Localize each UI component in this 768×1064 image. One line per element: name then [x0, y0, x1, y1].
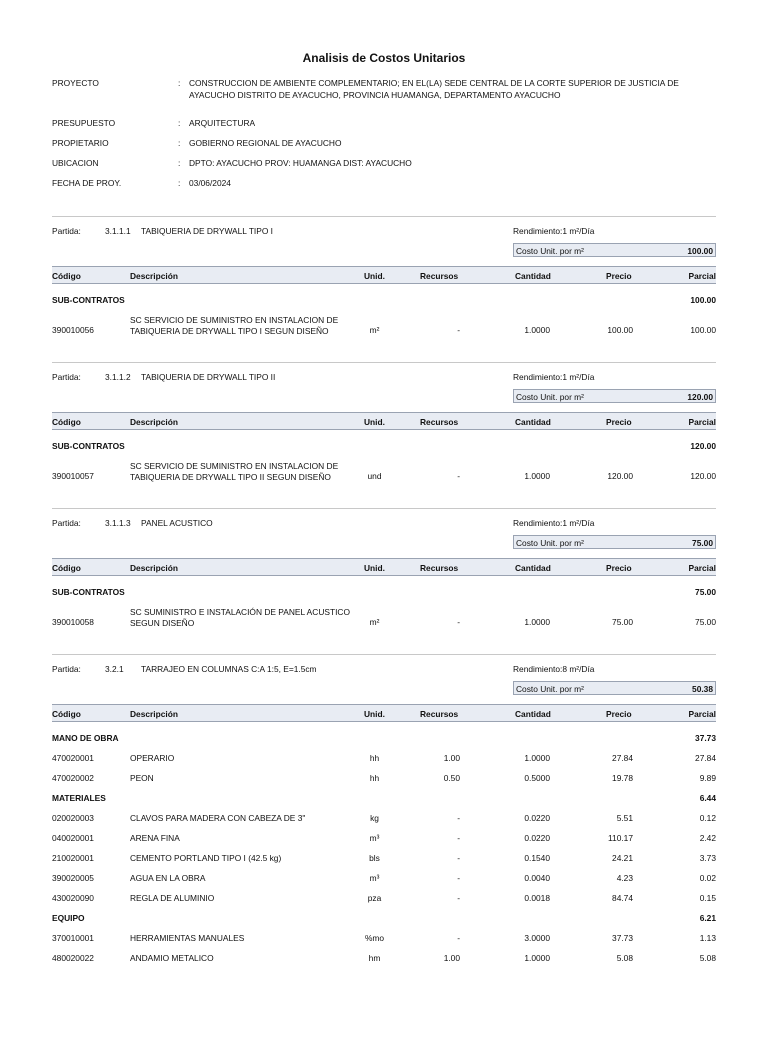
unit-cost-value: 75.00	[692, 538, 713, 548]
unit-cost-value: 120.00	[687, 392, 713, 402]
partida-code: 3.1.1.3	[105, 518, 131, 528]
cell-parcial: 100.00	[690, 325, 716, 335]
cell-parcial: 5.08	[699, 953, 716, 963]
cell-descripcion: SC SERVICIO DE SUMINISTRO EN INSTALACION DE TABIQUERIA DE DRYWALL TIPO I SEGUN DISEÑO	[130, 315, 339, 336]
unit-cost-value: 100.00	[687, 246, 713, 256]
cell-cantidad: 3.0000	[524, 933, 550, 943]
col-recursos: Recursos	[420, 271, 459, 281]
cell-descripcion: ANDAMIO METALICO	[130, 953, 214, 963]
partida-block	[52, 664, 716, 1064]
group-row	[52, 441, 716, 461]
partida-code: 3.1.1.1	[105, 226, 131, 236]
cell-unid: kg	[370, 813, 379, 823]
col-descripcion: Descripción	[130, 709, 178, 719]
partida-name: TABIQUERIA DE DRYWALL TIPO I	[141, 226, 274, 236]
partida-divider	[52, 362, 716, 363]
cell-unid: m³	[369, 833, 380, 843]
cell-recursos: -	[457, 325, 460, 335]
cell-codigo: 210020001	[52, 853, 94, 863]
table-row	[52, 893, 716, 913]
cell-precio: 120.00	[607, 471, 633, 481]
cell-parcial: 0.12	[699, 813, 716, 823]
cell-codigo: 390010056	[52, 325, 94, 335]
unit-cost-box	[513, 389, 716, 403]
rendimiento: Rendimiento:8 m²/Día	[513, 664, 595, 674]
col-parcial: Parcial	[688, 709, 716, 719]
cell-unid: hh	[369, 753, 380, 763]
cell-unid: %mo	[364, 933, 385, 943]
cell-descripcion: SC SERVICIO DE SUMINISTRO EN INSTALACION DE TABIQUERIA DE DRYWALL TIPO II SEGUN DISEÑO	[130, 461, 339, 482]
propietario-label: PROPIETARIO	[52, 138, 109, 148]
partida-code: 3.1.1.2	[105, 372, 131, 382]
col-parcial: Parcial	[688, 563, 716, 573]
cell-codigo: 470020002	[52, 773, 94, 783]
fecha-value: 03/06/2024	[189, 178, 231, 188]
cell-recursos: -	[457, 833, 460, 843]
colon: :	[178, 138, 181, 148]
table-header	[52, 266, 716, 284]
cell-unid: hm	[368, 953, 381, 963]
group-name: EQUIPO	[52, 913, 85, 923]
cell-parcial: 27.84	[695, 753, 716, 763]
group-name: MATERIALES	[52, 793, 106, 803]
group-row	[52, 913, 716, 933]
cell-codigo: 390010057	[52, 471, 94, 481]
cell-descripcion: REGLA DE ALUMINIO	[130, 893, 215, 903]
cell-precio: 19.78	[612, 773, 633, 783]
cell-precio: 24.21	[612, 853, 633, 863]
unit-cost-value: 50.38	[692, 684, 713, 694]
cell-descripcion: AGUA EN LA OBRA	[130, 873, 206, 883]
rendimiento: Rendimiento:1 m²/Día	[513, 226, 595, 236]
cell-codigo: 370010001	[52, 933, 94, 943]
col-codigo: Código	[52, 417, 81, 427]
cell-cantidad: 0.1540	[524, 853, 550, 863]
unit-cost-label: Costo Unit. por m²	[516, 684, 584, 694]
col-unid: Unid.	[364, 271, 385, 281]
cell-codigo: 390010058	[52, 617, 94, 627]
col-descripcion: Descripción	[130, 417, 178, 427]
unit-cost-label: Costo Unit. por m²	[516, 538, 584, 548]
group-row	[52, 587, 716, 607]
col-cantidad: Cantidad	[515, 709, 551, 719]
table-row	[52, 953, 716, 973]
cell-codigo: 430020090	[52, 893, 94, 903]
col-codigo: Código	[52, 563, 81, 573]
cell-cantidad: 0.5000	[524, 773, 550, 783]
cell-codigo: 470020001	[52, 753, 94, 763]
proyecto-label: PROYECTO	[52, 78, 99, 88]
partida-divider	[52, 216, 716, 217]
ubicacion-label: UBICACION	[52, 158, 99, 168]
group-name: SUB-CONTRATOS	[52, 587, 125, 597]
cell-parcial: 0.02	[699, 873, 716, 883]
cell-precio: 5.08	[616, 953, 633, 963]
group-row	[52, 733, 716, 753]
cell-recursos: -	[457, 893, 460, 903]
presupuesto-label: PRESUPUESTO	[52, 118, 116, 128]
col-cantidad: Cantidad	[515, 417, 551, 427]
cell-cantidad: 0.0040	[524, 873, 550, 883]
col-codigo: Código	[52, 271, 81, 281]
cell-cantidad: 1.0000	[524, 325, 550, 335]
partida-divider	[52, 654, 716, 655]
proyecto-value: CONSTRUCCION DE AMBIENTE COMPLEMENTARIO; EN EL(LA) SEDE CENTRAL DE LA CORTE SUPERIOR DE JUSTICIA DE AYACUCHO DISTRITO DE AYACUCHO, PROVINCIA HUAMANGA, DEPARTAMENTO AYACUCHO	[189, 78, 679, 100]
rendimiento: Rendimiento:1 m²/Día	[513, 518, 595, 528]
cell-parcial: 0.15	[699, 893, 716, 903]
cell-parcial: 9.89	[699, 773, 716, 783]
partida-code: 3.2.1	[105, 664, 124, 674]
cell-descripcion: SC SUMINISTRO E INSTALACIÓN DE PANEL ACUSTICO SEGUN DISEÑO	[130, 607, 350, 628]
table-row	[52, 773, 716, 793]
col-descripcion: Descripción	[130, 563, 178, 573]
col-precio: Precio	[606, 271, 632, 281]
cell-precio: 110.17	[608, 833, 633, 843]
cell-recursos: 1.00	[443, 753, 460, 763]
cell-cantidad: 0.0220	[524, 813, 550, 823]
cell-parcial: 75.00	[695, 617, 716, 627]
unit-cost-box	[513, 243, 716, 257]
col-parcial: Parcial	[688, 417, 716, 427]
partida-name: TABIQUERIA DE DRYWALL TIPO II	[141, 372, 276, 382]
cell-recursos: 0.50	[443, 773, 460, 783]
propietario-value: GOBIERNO REGIONAL DE AYACUCHO	[189, 138, 342, 148]
cell-parcial: 1.13	[699, 933, 716, 943]
cell-recursos: -	[457, 471, 460, 481]
presupuesto-value: ARQUITECTURA	[189, 118, 256, 128]
cell-descripcion: ARENA FINA	[130, 833, 180, 843]
table-row	[52, 933, 716, 953]
table-row	[52, 853, 716, 873]
cell-cantidad: 1.0000	[524, 617, 550, 627]
partida-label: Partida:	[52, 372, 81, 382]
cell-precio: 27.84	[612, 753, 633, 763]
table-row	[52, 753, 716, 773]
group-total: 6.44	[699, 793, 716, 803]
cell-recursos: 1.00	[443, 953, 460, 963]
group-name: SUB-CONTRATOS	[52, 441, 125, 451]
table-row	[52, 315, 716, 335]
cell-codigo: 040020001	[52, 833, 94, 843]
cell-cantidad: 1.0000	[524, 471, 550, 481]
cell-descripcion: OPERARIO	[130, 753, 175, 763]
table-row	[52, 873, 716, 893]
group-total: 100.00	[690, 295, 716, 305]
cell-recursos: -	[457, 853, 460, 863]
cell-precio: 100.00	[607, 325, 633, 335]
col-cantidad: Cantidad	[515, 563, 551, 573]
cell-unid: bls	[369, 853, 380, 863]
cell-parcial: 120.00	[690, 471, 716, 481]
ubicacion-value: DPTO: AYACUCHO PROV: HUAMANGA DIST: AYACUCHO	[189, 158, 412, 168]
cell-cantidad: 0.0018	[524, 893, 550, 903]
col-descripcion: Descripción	[130, 271, 178, 281]
col-precio: Precio	[606, 709, 632, 719]
table-row	[52, 813, 716, 833]
fecha-label: FECHA DE PROY.	[52, 178, 122, 188]
group-name: SUB-CONTRATOS	[52, 295, 125, 305]
colon: :	[178, 118, 181, 128]
unit-cost-box	[513, 535, 716, 549]
colon: :	[178, 78, 181, 88]
col-recursos: Recursos	[420, 417, 459, 427]
cell-descripcion: PEON	[130, 773, 154, 783]
col-codigo: Código	[52, 709, 81, 719]
table-row	[52, 461, 716, 481]
col-recursos: Recursos	[420, 563, 459, 573]
cell-cantidad: 0.0220	[524, 833, 550, 843]
col-precio: Precio	[606, 563, 632, 573]
cell-precio: 37.73	[612, 933, 633, 943]
cell-codigo: 390020005	[52, 873, 94, 883]
unit-cost-label: Costo Unit. por m²	[516, 392, 584, 402]
group-total: 75.00	[695, 587, 716, 597]
cell-codigo: 480020022	[52, 953, 94, 963]
cell-descripcion: CLAVOS PARA MADERA CON CABEZA DE 3"	[130, 813, 306, 823]
group-name: MANO DE OBRA	[52, 733, 119, 743]
cell-unid: m³	[369, 873, 380, 883]
table-header	[52, 558, 716, 576]
cell-cantidad: 1.0000	[524, 753, 550, 763]
col-parcial: Parcial	[688, 271, 716, 281]
cell-unid: hh	[369, 773, 380, 783]
cell-descripcion: HERRAMIENTAS MANUALES	[130, 933, 245, 943]
partida-label: Partida:	[52, 664, 81, 674]
page-title: Analisis de Costos Unitarios	[302, 51, 466, 65]
cell-precio: 84.74	[612, 893, 633, 903]
partida-name: PANEL ACUSTICO	[141, 518, 213, 528]
cell-recursos: -	[457, 617, 460, 627]
col-unid: Unid.	[364, 563, 385, 573]
col-precio: Precio	[606, 417, 632, 427]
col-unid: Unid.	[364, 417, 385, 427]
partida-label: Partida:	[52, 226, 81, 236]
partida-divider	[52, 508, 716, 509]
cell-recursos: -	[457, 873, 460, 883]
col-unid: Unid.	[364, 709, 385, 719]
cell-descripcion: CEMENTO PORTLAND TIPO I (42.5 kg)	[130, 853, 282, 863]
colon: :	[178, 158, 181, 168]
col-cantidad: Cantidad	[515, 271, 551, 281]
cell-cantidad: 1.0000	[524, 953, 550, 963]
cell-parcial: 2.42	[699, 833, 716, 843]
cell-precio: 5.51	[616, 813, 633, 823]
colon: :	[178, 178, 181, 188]
partida-name: TARRAJEO EN COLUMNAS C:A 1:5, E=1.5cm	[141, 664, 317, 674]
group-total: 37.73	[695, 733, 716, 743]
cell-precio: 75.00	[612, 617, 633, 627]
cell-parcial: 3.73	[699, 853, 716, 863]
group-total: 120.00	[690, 441, 716, 451]
group-total: 6.21	[699, 913, 716, 923]
cell-precio: 4.23	[616, 873, 633, 883]
unit-cost-label: Costo Unit. por m²	[516, 246, 584, 256]
partida-label: Partida:	[52, 518, 81, 528]
cell-unid: m²	[369, 325, 380, 335]
table-header	[52, 704, 716, 722]
table-row	[52, 833, 716, 853]
table-header	[52, 412, 716, 430]
cell-unid: und	[367, 471, 382, 481]
col-recursos: Recursos	[420, 709, 459, 719]
cell-unid: pza	[367, 893, 382, 903]
group-row	[52, 295, 716, 315]
unit-cost-box	[513, 681, 716, 695]
group-row	[52, 793, 716, 813]
cell-recursos: -	[457, 933, 460, 943]
rendimiento: Rendimiento:1 m²/Día	[513, 372, 595, 382]
cell-recursos: -	[457, 813, 460, 823]
cell-codigo: 020020003	[52, 813, 94, 823]
cell-unid: m²	[369, 617, 380, 627]
table-row	[52, 607, 716, 627]
